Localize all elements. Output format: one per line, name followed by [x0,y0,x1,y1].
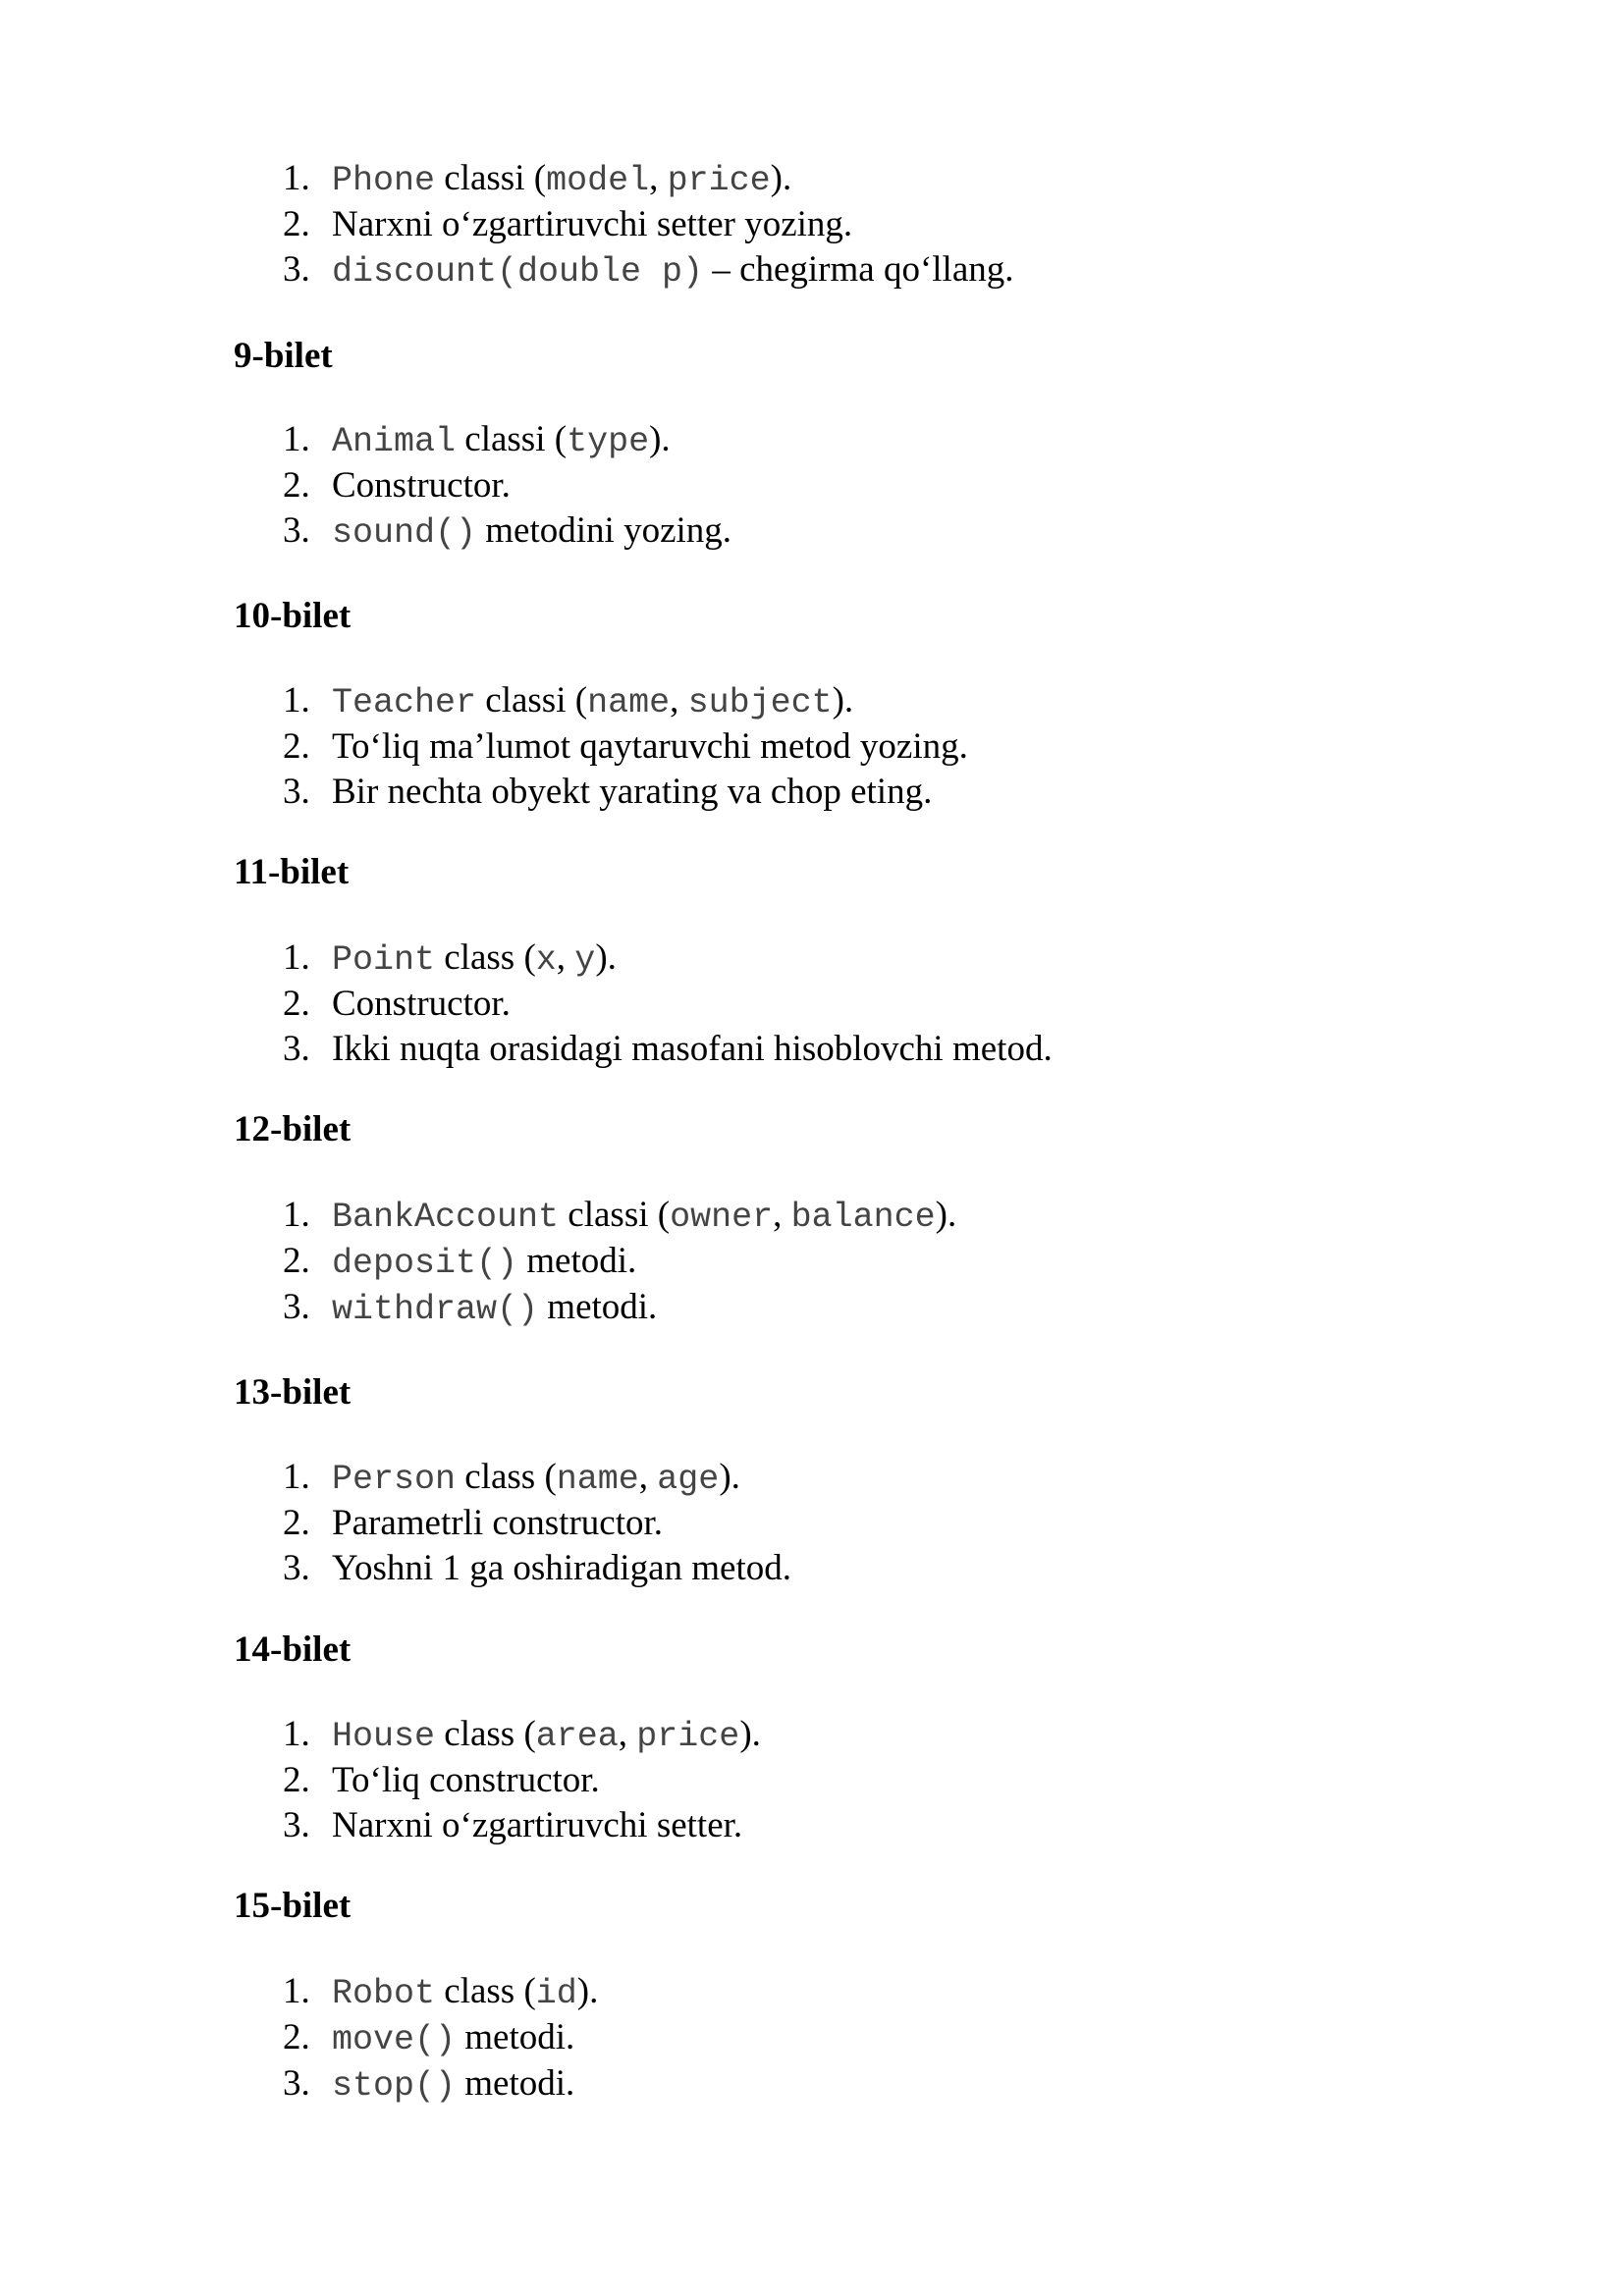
list-item [283,1456,740,1501]
code-text: type [567,422,650,461]
code-text: subject [687,683,833,722]
item-number: 1. [283,680,310,721]
item-number: 3. [283,1548,310,1588]
item-text: ). [832,680,854,721]
item-text: class ( [456,1457,557,1497]
code-text: y [574,940,596,980]
list-item [283,203,852,246]
list-item [283,464,511,507]
code-text: name [556,1460,639,1499]
item-number: 2. [283,1760,310,1800]
item-text: class ( [435,937,536,978]
code-text: Animal [332,422,457,461]
item-text: Narxni o‘zgartiruvchi setter. [332,1805,743,1845]
list-item [283,983,511,1026]
code-text: model [546,161,650,200]
item-number: 1. [283,937,310,978]
item-text: ). [595,937,617,978]
item-number: 2. [283,1241,310,1281]
item-number: 2. [283,204,310,244]
code-text: Teacher [332,683,477,722]
item-text: classi ( [456,419,568,459]
code-text: sound() [332,513,477,553]
item-text: , [773,1195,791,1235]
item-text: , [670,680,688,721]
item-text: Parametrli constructor. [332,1503,664,1543]
item-text: metodi. [538,1287,658,1327]
item-text: , [638,1457,658,1497]
list-item [283,1502,663,1545]
code-text: Point [332,940,436,980]
list-item [283,2062,574,2108]
item-text: – chegirma qo‘llang. [703,249,1014,290]
item-text: Constructor. [332,465,511,506]
item-text: ). [935,1195,957,1235]
code-text: House [332,1717,436,1756]
code-text: owner [670,1198,774,1237]
item-number: 2. [283,2017,310,2057]
item-text: ). [719,1457,740,1497]
item-text: ). [770,158,792,198]
code-text: Phone [332,161,436,200]
item-text: classi ( [435,158,547,198]
list-item [283,509,731,555]
item-number: 3. [283,510,310,551]
item-number: 1. [283,1971,310,2011]
list-item [283,248,1014,294]
list-item [283,418,671,463]
item-text: , [618,1714,637,1754]
list-item [283,679,853,724]
item-number: 3. [283,772,310,812]
code-text: deposit() [332,1244,518,1283]
code-text: age [657,1460,720,1499]
code-text: x [535,940,557,980]
section-heading: 9-bilet [234,336,333,376]
item-text: metodi. [456,2017,575,2057]
code-text: stop() [332,2066,457,2106]
item-text: Yoshni 1 ga oshiradigan metod. [332,1548,791,1588]
item-text: Bir nechta obyekt yarating va chop eting. [332,772,933,812]
item-number: 3. [283,1029,310,1069]
code-text: Robot [332,1974,436,2013]
list-item [283,1547,791,1590]
item-number: 2. [283,984,310,1024]
section-heading: 13-bilet [234,1372,352,1413]
item-text: To‘liq ma’lumot qaytaruvchi metod yozing. [332,726,968,767]
item-number: 1. [283,158,310,198]
list-item [283,157,791,202]
list-item [283,771,932,814]
section-heading: 10-bilet [234,596,352,636]
code-text: Person [332,1460,457,1499]
item-number: 3. [283,2063,310,2104]
code-text: balance [790,1198,936,1237]
list-item [283,1804,742,1847]
list-item [283,936,617,982]
item-number: 1. [283,419,310,459]
item-text: class ( [435,1714,536,1754]
list-item [283,2016,574,2061]
section-heading: 15-bilet [234,1886,352,1926]
item-text: metodi. [517,1241,637,1281]
item-text: metodini yozing. [476,510,732,551]
code-text: area [535,1717,619,1756]
code-text: price [636,1717,740,1756]
list-item [283,1759,600,1802]
section-heading: 11-bilet [234,852,350,892]
item-number: 3. [283,1805,310,1845]
code-text: withdraw() [332,1290,539,1329]
item-text: Ikki nuqta orasidagi masofani hisoblovchi metod. [332,1029,1053,1069]
item-text: Constructor. [332,984,511,1024]
code-text: name [587,683,671,722]
item-number: 3. [283,1287,310,1327]
list-item [283,1713,761,1758]
item-number: 1. [283,1195,310,1235]
item-number: 2. [283,726,310,767]
list-item [283,1240,636,1285]
item-number: 3. [283,249,310,290]
item-text: To‘liq constructor. [332,1760,600,1800]
item-text: ). [649,419,671,459]
list-item [283,1028,1053,1071]
list-item [283,1970,598,2015]
item-text: ). [739,1714,761,1754]
item-number: 1. [283,1457,310,1497]
section-heading: 14-bilet [234,1629,352,1670]
item-number: 2. [283,465,310,506]
item-number: 2. [283,1503,310,1543]
item-text: , [556,937,575,978]
list-item [283,1194,956,1239]
item-number: 1. [283,1714,310,1754]
list-item [283,725,968,769]
code-text: price [667,161,771,200]
section-heading: 12-bilet [234,1109,352,1149]
item-text: ). [576,1971,599,2011]
code-text: discount(double p) [332,252,704,292]
code-text: BankAccount [332,1198,560,1237]
item-text: classi ( [476,680,588,721]
item-text: , [649,158,668,198]
list-item [283,1286,657,1331]
item-text: Narxni o‘zgartiruvchi setter yozing. [332,204,853,244]
item-text: metodi. [456,2063,575,2104]
code-text: move() [332,2020,457,2059]
item-text: class ( [435,1971,536,2011]
item-text: classi ( [559,1195,671,1235]
code-text: id [535,1974,577,2013]
